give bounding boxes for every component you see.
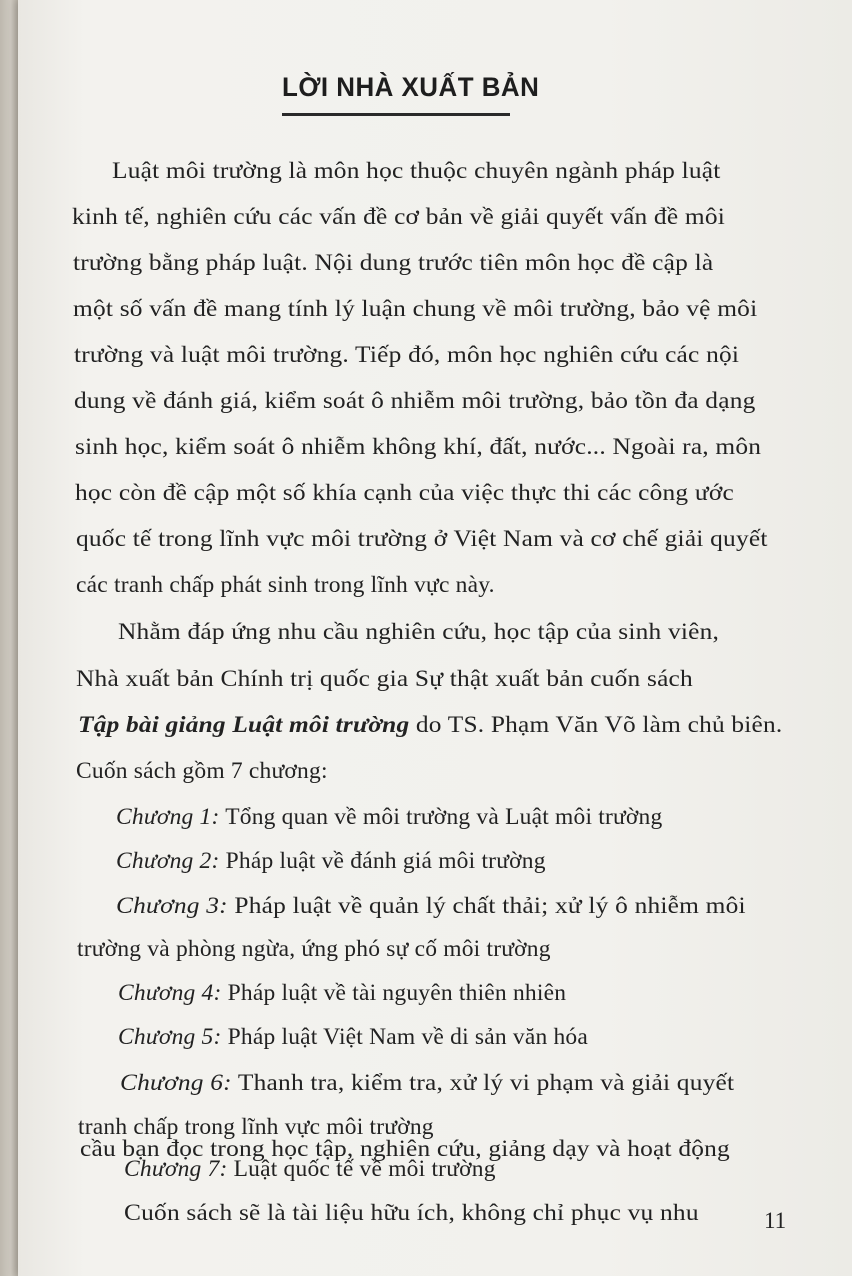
chapter-text: Pháp luật Việt Nam về di sản văn hóa — [221, 1024, 589, 1050]
page-number: 11 — [764, 1208, 787, 1233]
text-line: Nhằm đáp ứng nhu cầu nghiên cứu, học tập của sinh viên, — [118, 619, 720, 645]
chapter-4 — [118, 980, 566, 1007]
title-underline — [282, 113, 510, 116]
chapter-text: Thanh tra, kiểm tra, xử lý vi phạm và giải quyết — [231, 1070, 735, 1096]
chapter-label: Chương 2: — [116, 848, 220, 874]
chapter-3-continued: trường và phòng ngừa, ứng phó sự cố môi trường — [77, 936, 551, 962]
chapter-6-continued: tranh chấp trong lĩnh vực môi trường — [78, 1114, 434, 1140]
chapter-1 — [116, 804, 662, 831]
text-line: sinh học, kiểm soát ô nhiễm không khí, đất, nước... Ngoài ra, môn — [75, 434, 762, 460]
text-line: học còn đề cập một số khía cạnh của việc thực thi các công ước — [75, 480, 734, 506]
page-title: LỜI NHÀ XUẤT BẢN — [282, 72, 540, 102]
chapter-text: Luật quốc tế về môi trường — [227, 1156, 496, 1182]
text-line: các tranh chấp phát sinh trong lĩnh vực này. — [76, 572, 495, 598]
text-line: Nhà xuất bản Chính trị quốc gia Sự thật xuất bản cuốn sách — [76, 666, 693, 692]
closing-line: Cuốn sách sẽ là tài liệu hữu ích, không chỉ phục vụ nhu — [124, 1200, 699, 1226]
chapter-label: Chương 7: — [124, 1156, 228, 1182]
page-gutter — [0, 0, 18, 1276]
text-line: Luật môi trường là môn học thuộc chuyên ngành pháp luật — [112, 158, 721, 184]
chapter-6 — [120, 1070, 734, 1097]
chapters-intro: Cuốn sách gồm 7 chương: — [76, 758, 328, 784]
chapter-text: Tổng quan về môi trường và Luật môi trường — [219, 804, 663, 830]
book-title-rest: do TS. Phạm Văn Võ làm chủ biên. — [409, 712, 783, 738]
chapter-text: Pháp luật về đánh giá môi trường — [219, 848, 546, 874]
chapter-5 — [118, 1024, 588, 1051]
chapter-label: Chương 4: — [118, 980, 222, 1006]
text-line: trường bằng pháp luật. Nội dung trước tiên môn học đề cập là — [73, 250, 714, 276]
text-line: dung về đánh giá, kiểm soát ô nhiễm môi trường, bảo tồn đa dạng — [74, 388, 756, 414]
chapter-3 — [116, 893, 746, 920]
text-line: kinh tế, nghiên cứu các vấn đề cơ bản về giải quyết vấn đề môi — [72, 204, 726, 230]
text-line: trường và luật môi trường. Tiếp đó, môn học nghiên cứu các nội — [74, 342, 740, 368]
chapter-2 — [116, 848, 546, 875]
text-line: quốc tế trong lĩnh vực môi trường ở Việt Nam và cơ chế giải quyết — [76, 526, 768, 552]
chapter-label: Chương 1: — [116, 804, 220, 830]
chapter-label: Chương 3: — [116, 893, 228, 919]
book-title: Tập bài giảng Luật môi trường — [78, 712, 410, 738]
text-line: một số vấn đề mang tính lý luận chung về môi trường, bảo vệ môi — [73, 296, 758, 322]
chapter-text: Pháp luật về tài nguyên thiên nhiên — [221, 980, 567, 1006]
chapter-label: Chương 5: — [118, 1024, 222, 1050]
closing-line-2: cầu bạn đọc trong học tập, nghiên cứu, giảng dạy và hoạt động — [80, 1136, 730, 1162]
chapter-text: Pháp luật về quản lý chất thải; xử lý ô nhiễm môi — [227, 893, 746, 919]
book-title-line — [78, 712, 782, 739]
chapter-label: Chương 6: — [120, 1070, 232, 1096]
